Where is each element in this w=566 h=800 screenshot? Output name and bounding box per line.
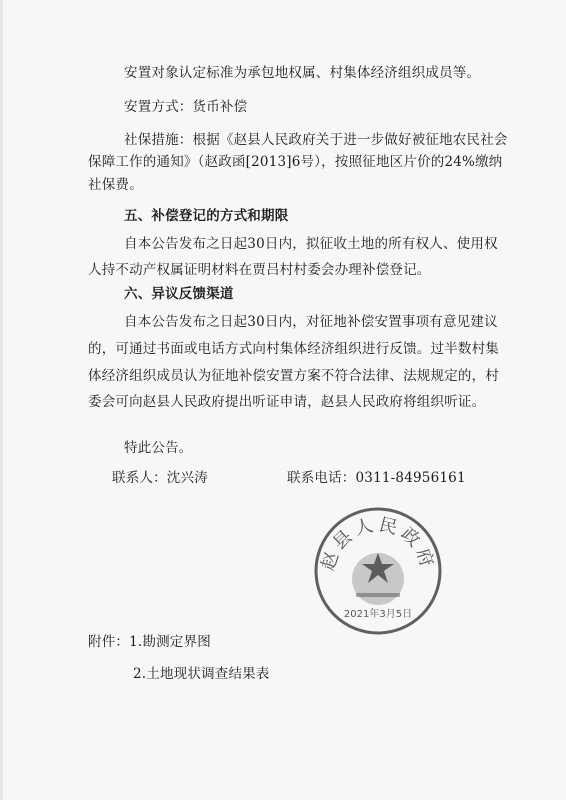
section-heading-5: 五、补偿登记的方式和期限 <box>124 208 289 224</box>
attachments-label <box>88 633 211 651</box>
seal-name-text: 赵县人民政府 <box>317 514 439 574</box>
body-line-9: 的，可通过书面或电话方式向村集体经济组织进行反馈。过半数村集 <box>88 341 499 357</box>
body-line-6: 自本公告发布之日起30日内，拟征收土地的所有权人、使用权 <box>124 236 498 252</box>
attachments-prefix: 附件： <box>88 634 130 650</box>
attachment-item-2[interactable]: 2.土地现状调查结果表 <box>133 666 270 682</box>
body-line-2: 安置方式：货币补偿 <box>124 99 248 115</box>
body-line-7: 人持不动产权属证明材料在贾吕村村委会办理补偿登记。 <box>88 262 431 278</box>
body-line-11: 委会可向赵县人民政府提出听证申请，赵县人民政府将组织听证。 <box>88 394 486 410</box>
closing-line: 特此公告。 <box>124 440 193 456</box>
body-line-3: 社保措施：根据《赵县人民政府关于进一步做好被征地农民社会 <box>124 132 508 148</box>
attachment-item-1[interactable]: 1.勘测定界图 <box>129 634 211 650</box>
contact-phone: 联系电话：0311-84956161 <box>287 470 466 486</box>
body-line-1: 安置对象认定标准为承包地权属、村集体经济组织成员等。 <box>124 65 481 81</box>
body-line-4: 保障工作的通知》（赵政函[2013]6号），按照征地区片价的24%缴纳 <box>88 154 503 170</box>
seal-date: 2021年3月5日 <box>343 609 413 620</box>
contact-person: 联系人：沈兴涛 <box>112 470 208 486</box>
seal-emblem <box>352 553 404 605</box>
body-line-10: 体经济组织成员认为征地补偿安置方案不符合法律、法规规定的，村 <box>88 368 499 384</box>
scan-edge <box>0 0 3 800</box>
body-line-5: 社保费。 <box>88 177 143 193</box>
section-heading-6: 六、异议反馈渠道 <box>124 286 234 302</box>
official-seal <box>312 505 444 637</box>
body-line-8: 自本公告发布之日起30日内，对征地补偿安置事项有意见建议 <box>124 314 498 330</box>
